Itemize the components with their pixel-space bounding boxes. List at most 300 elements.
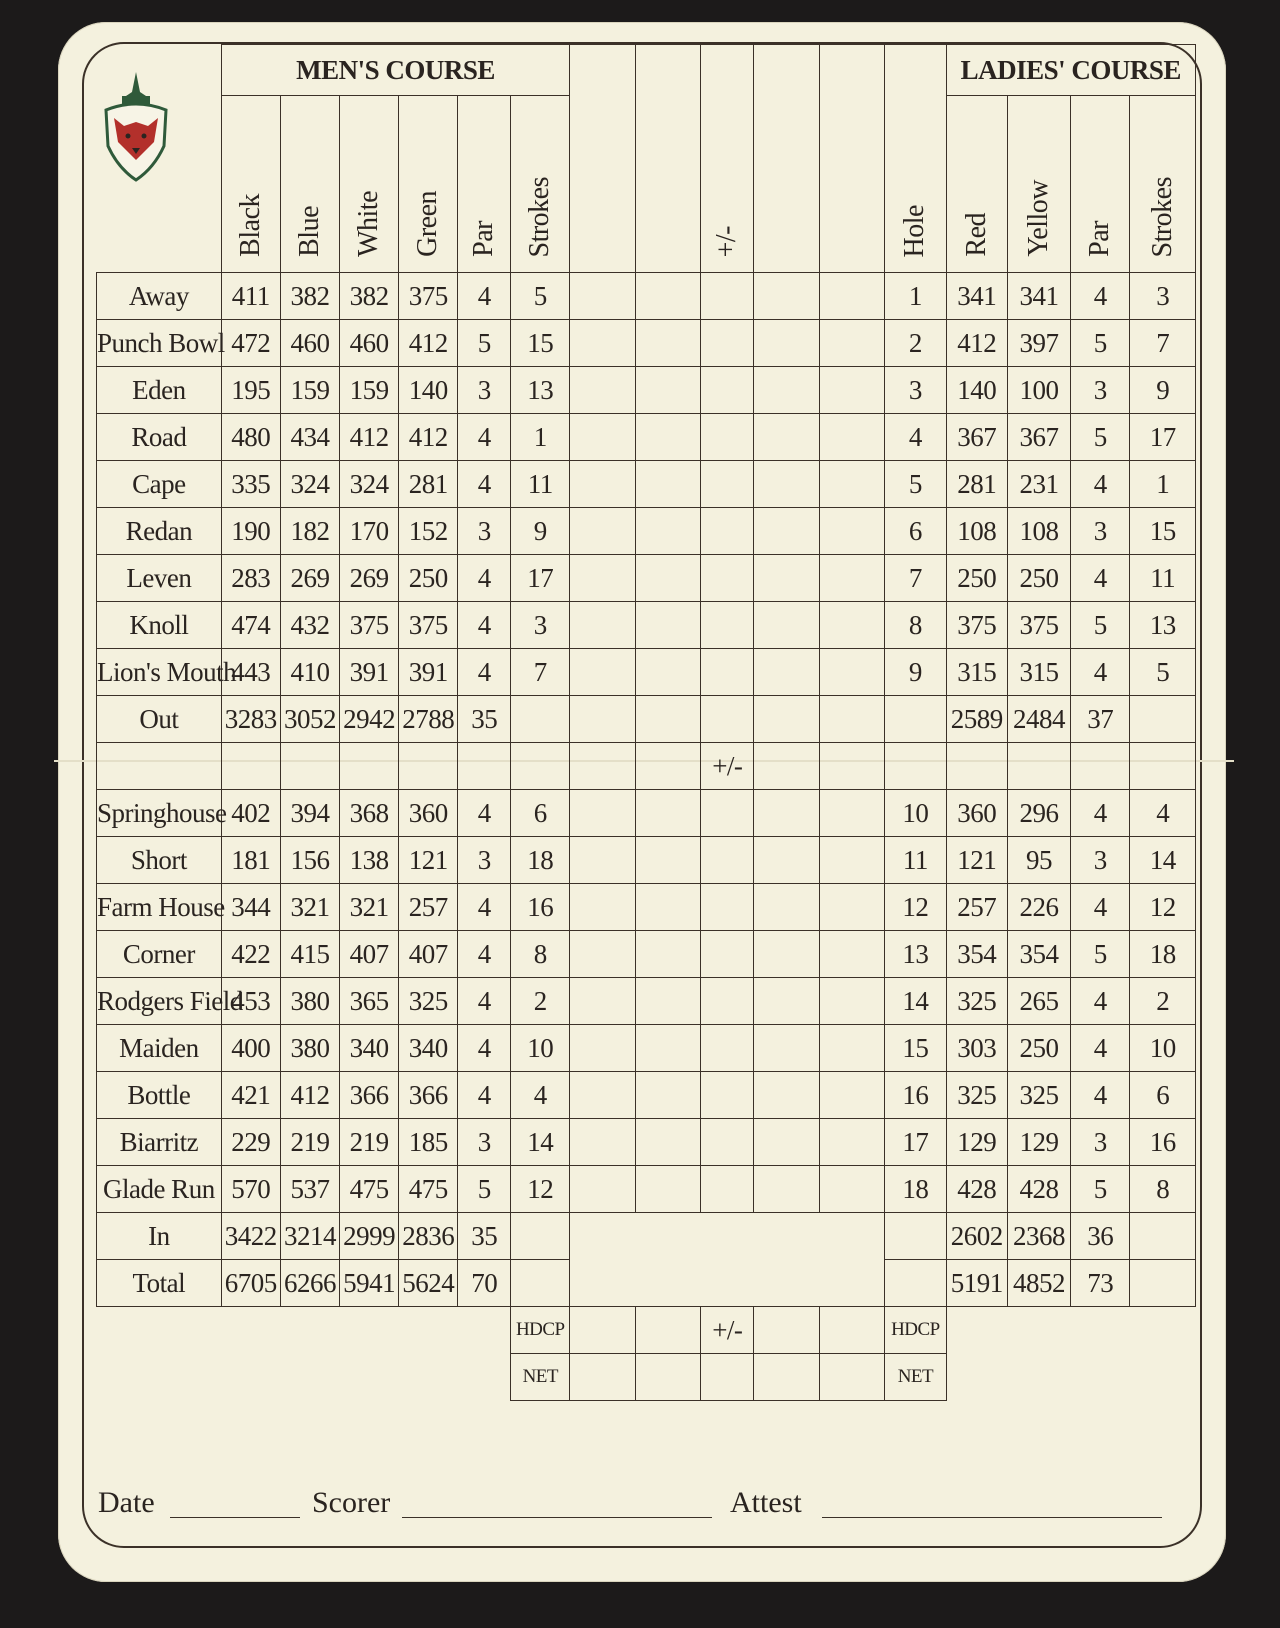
score-cell[interactable]	[635, 790, 701, 837]
hole-row	[97, 790, 1196, 837]
mens-stroke-index: 5	[511, 273, 570, 320]
score-cell[interactable]	[570, 1072, 636, 1119]
score-cell[interactable]	[754, 696, 820, 743]
white-yardage: 475	[340, 1166, 399, 1213]
blue-yardage: 415	[280, 931, 339, 978]
blue-yardage: 156	[280, 837, 339, 884]
blue-yardage: 182	[280, 508, 339, 555]
score-cell[interactable]	[635, 461, 701, 508]
red-yardage: 325	[946, 1072, 1007, 1119]
yellow-yardage: 226	[1007, 884, 1070, 931]
ladies-stroke-index: 16	[1130, 1119, 1196, 1166]
score-cell[interactable]	[754, 884, 820, 931]
green-yardage: 325	[399, 978, 458, 1025]
black-yardage: 229	[221, 1119, 280, 1166]
black-yardage: 422	[221, 931, 280, 978]
score-cell[interactable]	[754, 367, 820, 414]
mens-stroke-index: 4	[511, 1072, 570, 1119]
score-cell[interactable]	[701, 1025, 754, 1072]
white-yardage: 375	[340, 602, 399, 649]
red-yardage: 257	[946, 884, 1007, 931]
score-cell[interactable]	[570, 649, 636, 696]
green-yardage: 185	[399, 1119, 458, 1166]
out-black: 3283	[221, 696, 280, 743]
score-cell[interactable]	[701, 555, 754, 602]
yellow-yardage: 250	[1007, 555, 1070, 602]
score-cell[interactable]	[635, 931, 701, 978]
black-yardage: 453	[221, 978, 280, 1025]
in-ladies-par: 36	[1071, 1213, 1130, 1260]
score-cell[interactable]	[635, 414, 701, 461]
mens-stroke-index: 8	[511, 931, 570, 978]
white-yardage: 321	[340, 884, 399, 931]
ladies-net-label: NET	[885, 1354, 946, 1401]
white-yardage: 368	[340, 790, 399, 837]
hole-number: 6	[885, 508, 946, 555]
score-cell[interactable]	[570, 414, 636, 461]
hole-row	[97, 1166, 1196, 1213]
score-cell[interactable]	[701, 649, 754, 696]
score-cell[interactable]	[819, 978, 885, 1025]
score-cell[interactable]	[570, 931, 636, 978]
score-cell[interactable]	[754, 978, 820, 1025]
score-cell[interactable]	[754, 1025, 820, 1072]
score-column-header	[754, 45, 820, 273]
ladies-par: 5	[1071, 931, 1130, 978]
ladies-par: 4	[1071, 884, 1130, 931]
green-yardage: 366	[399, 1072, 458, 1119]
score-cell[interactable]	[570, 884, 636, 931]
score-cell[interactable]	[570, 1025, 636, 1072]
hole-number: 13	[885, 931, 946, 978]
hole-name: Rodgers Field	[97, 978, 222, 1025]
ladies-par: 3	[1071, 508, 1130, 555]
yellow-tee-header: Yellow	[1007, 96, 1070, 273]
white-yardage: 407	[340, 931, 399, 978]
plus-minus-header: +/-	[701, 45, 754, 273]
score-cell[interactable]	[754, 790, 820, 837]
ladies-par: 5	[1071, 1166, 1130, 1213]
white-yardage: 366	[340, 1072, 399, 1119]
out-green: 2788	[399, 696, 458, 743]
red-yardage: 250	[946, 555, 1007, 602]
score-cell[interactable]	[701, 461, 754, 508]
hole-number: 17	[885, 1119, 946, 1166]
hdcp-cell[interactable]	[635, 1307, 701, 1354]
hole-name: Lion's Mouth	[97, 649, 222, 696]
mens-par: 5	[458, 320, 511, 367]
total-row	[97, 1260, 1196, 1307]
score-cell[interactable]	[819, 884, 885, 931]
score-cell[interactable]	[701, 790, 754, 837]
blue-yardage: 324	[280, 461, 339, 508]
score-cell[interactable]	[819, 602, 885, 649]
hole-row	[97, 320, 1196, 367]
white-yardage: 269	[340, 555, 399, 602]
score-cell[interactable]	[635, 1025, 701, 1072]
score-cell[interactable]	[570, 978, 636, 1025]
net-cell[interactable]	[635, 1354, 701, 1401]
score-cell[interactable]	[819, 273, 885, 320]
black-yardage: 411	[221, 273, 280, 320]
red-yardage: 341	[946, 273, 1007, 320]
out-strokes[interactable]	[511, 696, 570, 743]
red-yardage: 281	[946, 461, 1007, 508]
ladies-strokes-header: Strokes	[1130, 96, 1196, 273]
score-cell[interactable]	[819, 555, 885, 602]
score-cell[interactable]	[819, 508, 885, 555]
hdcp-plus-minus-label: +/-	[701, 1307, 754, 1354]
out-yellow: 2484	[1007, 696, 1070, 743]
red-yardage: 375	[946, 602, 1007, 649]
green-yardage: 250	[399, 555, 458, 602]
hdcp-cell[interactable]	[754, 1307, 820, 1354]
scorer-label: Scorer	[312, 1486, 391, 1519]
score-cell[interactable]	[635, 837, 701, 884]
score-cell[interactable]	[754, 1166, 820, 1213]
score-cell[interactable]	[819, 649, 885, 696]
score-cell[interactable]	[754, 649, 820, 696]
black-yardage: 335	[221, 461, 280, 508]
yellow-yardage: 325	[1007, 1072, 1070, 1119]
score-cell[interactable]	[701, 414, 754, 461]
score-cell[interactable]	[701, 602, 754, 649]
white-yardage: 391	[340, 649, 399, 696]
in-par: 35	[458, 1213, 511, 1260]
score-cell[interactable]	[701, 696, 754, 743]
score-cell[interactable]	[819, 837, 885, 884]
white-yardage: 159	[340, 367, 399, 414]
mens-par: 4	[458, 1072, 511, 1119]
score-cell[interactable]	[635, 978, 701, 1025]
red-yardage: 303	[946, 1025, 1007, 1072]
score-cell[interactable]	[819, 1119, 885, 1166]
in-ladies-strokes[interactable]	[1130, 1213, 1196, 1260]
hole-row	[97, 1119, 1196, 1166]
yellow-yardage: 108	[1007, 508, 1070, 555]
ladies-par-header: Par	[1071, 96, 1130, 273]
ladies-stroke-index: 2	[1130, 978, 1196, 1025]
score-cell[interactable]	[635, 320, 701, 367]
score-cell[interactable]	[701, 978, 754, 1025]
in-strokes[interactable]	[511, 1213, 570, 1260]
mens-net-label: NET	[511, 1354, 570, 1401]
green-yardage: 340	[399, 1025, 458, 1072]
mens-par: 4	[458, 555, 511, 602]
score-cell[interactable]	[570, 790, 636, 837]
out-row	[97, 696, 1196, 743]
white-yardage: 324	[340, 461, 399, 508]
hole-name: Cape	[97, 461, 222, 508]
ladies-stroke-index: 5	[1130, 649, 1196, 696]
ladies-par: 4	[1071, 555, 1130, 602]
score-cell[interactable]	[819, 1166, 885, 1213]
score-cell[interactable]	[819, 1072, 885, 1119]
out-red: 2589	[946, 696, 1007, 743]
total-yellow: 4852	[1007, 1260, 1070, 1307]
yellow-yardage: 354	[1007, 931, 1070, 978]
blue-yardage: 412	[280, 1072, 339, 1119]
mens-par: 5	[458, 1166, 511, 1213]
ladies-stroke-index: 18	[1130, 931, 1196, 978]
ladies-hdcp-label: HDCP	[885, 1307, 946, 1354]
score-cell[interactable]	[701, 1072, 754, 1119]
net-cell[interactable]	[754, 1354, 820, 1401]
ladies-stroke-index: 1	[1130, 461, 1196, 508]
score-cell[interactable]	[754, 1119, 820, 1166]
hdcp-cell[interactable]	[570, 1307, 636, 1354]
score-cell[interactable]	[701, 1166, 754, 1213]
score-cell[interactable]	[819, 790, 885, 837]
out-par: 35	[458, 696, 511, 743]
yellow-yardage: 367	[1007, 414, 1070, 461]
score-cell[interactable]	[570, 461, 636, 508]
hole-number: 8	[885, 602, 946, 649]
yellow-yardage: 95	[1007, 837, 1070, 884]
attest-label: Attest	[730, 1486, 802, 1519]
ladies-par: 4	[1071, 978, 1130, 1025]
yellow-yardage: 315	[1007, 649, 1070, 696]
black-yardage: 400	[221, 1025, 280, 1072]
hole-name: Eden	[97, 367, 222, 414]
score-cell[interactable]	[570, 837, 636, 884]
in-white: 2999	[340, 1213, 399, 1260]
score-cell[interactable]	[635, 273, 701, 320]
mens-stroke-index: 11	[511, 461, 570, 508]
hole-name: Biarritz	[97, 1119, 222, 1166]
score-cell[interactable]	[570, 367, 636, 414]
hole-row	[97, 649, 1196, 696]
hole-row	[97, 884, 1196, 931]
yellow-yardage: 100	[1007, 367, 1070, 414]
score-cell[interactable]	[819, 1025, 885, 1072]
white-tee-header: White	[340, 96, 399, 273]
score-cell[interactable]	[754, 555, 820, 602]
hole-number: 11	[885, 837, 946, 884]
ladies-stroke-index: 4	[1130, 790, 1196, 837]
attest-line[interactable]	[822, 1517, 1162, 1518]
hole-name: Knoll	[97, 602, 222, 649]
score-cell[interactable]	[754, 508, 820, 555]
score-cell[interactable]	[635, 508, 701, 555]
score-cell[interactable]	[819, 696, 885, 743]
net-cell[interactable]	[819, 1354, 885, 1401]
hole-row	[97, 555, 1196, 602]
score-cell[interactable]	[819, 931, 885, 978]
hole-row	[97, 1072, 1196, 1119]
mens-par: 4	[458, 649, 511, 696]
total-hole-blank	[885, 1260, 946, 1307]
mens-par: 4	[458, 884, 511, 931]
yellow-yardage: 296	[1007, 790, 1070, 837]
mens-stroke-index: 9	[511, 508, 570, 555]
score-cell[interactable]	[819, 367, 885, 414]
score-cell[interactable]	[570, 602, 636, 649]
green-yardage: 391	[399, 649, 458, 696]
ladies-stroke-index: 3	[1130, 273, 1196, 320]
score-cell[interactable]	[635, 555, 701, 602]
mens-stroke-index: 10	[511, 1025, 570, 1072]
score-cell[interactable]	[570, 1166, 636, 1213]
out-blue: 3052	[280, 696, 339, 743]
out-ladies-par: 37	[1071, 696, 1130, 743]
score-cell[interactable]	[701, 1119, 754, 1166]
hole-number: 4	[885, 414, 946, 461]
score-cell[interactable]	[570, 1119, 636, 1166]
hole-name: Maiden	[97, 1025, 222, 1072]
mens-stroke-index: 18	[511, 837, 570, 884]
mens-par: 4	[458, 461, 511, 508]
score-cell[interactable]	[570, 555, 636, 602]
ladies-par: 5	[1071, 602, 1130, 649]
mens-stroke-index: 16	[511, 884, 570, 931]
black-yardage: 195	[221, 367, 280, 414]
green-yardage: 375	[399, 273, 458, 320]
score-cell[interactable]	[701, 508, 754, 555]
hole-name: Springhouse	[97, 790, 222, 837]
total-black: 6705	[221, 1260, 280, 1307]
score-column-header	[570, 45, 636, 273]
ladies-par: 3	[1071, 367, 1130, 414]
mens-par: 3	[458, 1119, 511, 1166]
hole-row	[97, 367, 1196, 414]
white-yardage: 365	[340, 978, 399, 1025]
score-cell[interactable]	[754, 602, 820, 649]
hole-row	[97, 461, 1196, 508]
mens-par: 4	[458, 931, 511, 978]
total-green: 5624	[399, 1260, 458, 1307]
score-cell[interactable]	[570, 508, 636, 555]
mens-par: 3	[458, 837, 511, 884]
blue-yardage: 321	[280, 884, 339, 931]
hole-number: 2	[885, 320, 946, 367]
mens-stroke-index: 7	[511, 649, 570, 696]
scorer-line[interactable]	[402, 1517, 712, 1518]
black-yardage: 344	[221, 884, 280, 931]
black-yardage: 283	[221, 555, 280, 602]
blue-yardage: 269	[280, 555, 339, 602]
blue-yardage: 460	[280, 320, 339, 367]
mens-par: 3	[458, 367, 511, 414]
score-cell[interactable]	[635, 696, 701, 743]
in-green: 2836	[399, 1213, 458, 1260]
total-red: 5191	[946, 1260, 1007, 1307]
ladies-stroke-index: 7	[1130, 320, 1196, 367]
ladies-course-title: LADIES' COURSE	[946, 45, 1195, 96]
score-cell[interactable]	[701, 320, 754, 367]
blue-yardage: 380	[280, 1025, 339, 1072]
red-yardage: 121	[946, 837, 1007, 884]
hole-number: 14	[885, 978, 946, 1025]
blue-tee-header: Blue	[280, 96, 339, 273]
score-cell[interactable]	[701, 837, 754, 884]
hole-name: Short	[97, 837, 222, 884]
red-yardage: 315	[946, 649, 1007, 696]
net-cell[interactable]	[570, 1354, 636, 1401]
score-cell[interactable]	[819, 414, 885, 461]
out-ladies-strokes[interactable]	[1130, 696, 1196, 743]
score-cell[interactable]	[570, 696, 636, 743]
score-cell[interactable]	[754, 461, 820, 508]
hole-header: Hole	[885, 45, 946, 273]
black-yardage: 480	[221, 414, 280, 461]
score-cell[interactable]	[754, 837, 820, 884]
green-yardage: 257	[399, 884, 458, 931]
black-yardage: 472	[221, 320, 280, 367]
in-blue: 3214	[280, 1213, 339, 1260]
mens-stroke-index: 17	[511, 555, 570, 602]
blue-yardage: 410	[280, 649, 339, 696]
hdcp-cell[interactable]	[819, 1307, 885, 1354]
total-strokes[interactable]	[511, 1260, 570, 1307]
white-yardage: 460	[340, 320, 399, 367]
yellow-yardage: 231	[1007, 461, 1070, 508]
red-yardage: 325	[946, 978, 1007, 1025]
white-yardage: 382	[340, 273, 399, 320]
score-cell[interactable]	[635, 602, 701, 649]
score-cell[interactable]	[635, 367, 701, 414]
score-cell[interactable]	[635, 884, 701, 931]
date-line[interactable]	[170, 1517, 300, 1518]
net-cell[interactable]	[701, 1354, 754, 1401]
mens-stroke-index: 1	[511, 414, 570, 461]
score-cell[interactable]	[635, 1119, 701, 1166]
score-cell[interactable]	[754, 273, 820, 320]
red-yardage: 412	[946, 320, 1007, 367]
ladies-stroke-index: 13	[1130, 602, 1196, 649]
score-cell[interactable]	[701, 273, 754, 320]
score-cell[interactable]	[635, 1072, 701, 1119]
green-yardage: 475	[399, 1166, 458, 1213]
yellow-yardage: 341	[1007, 273, 1070, 320]
score-cell[interactable]	[701, 884, 754, 931]
signature-footer	[92, 1470, 1172, 1530]
logo-cell	[97, 45, 222, 273]
hole-number: 10	[885, 790, 946, 837]
score-cell[interactable]	[635, 649, 701, 696]
mens-par-header: Par	[458, 96, 511, 273]
yellow-yardage: 250	[1007, 1025, 1070, 1072]
score-cell[interactable]	[754, 414, 820, 461]
score-cell[interactable]	[570, 320, 636, 367]
score-cell[interactable]	[754, 320, 820, 367]
blue-yardage: 382	[280, 273, 339, 320]
score-cell[interactable]	[754, 1072, 820, 1119]
hole-name: Leven	[97, 555, 222, 602]
score-cell[interactable]	[819, 320, 885, 367]
hole-row	[97, 602, 1196, 649]
ladies-par: 3	[1071, 837, 1130, 884]
hdcp-row	[97, 1307, 1196, 1354]
yellow-yardage: 265	[1007, 978, 1070, 1025]
mens-stroke-index: 2	[511, 978, 570, 1025]
score-cell[interactable]	[570, 273, 636, 320]
score-cell[interactable]	[635, 1166, 701, 1213]
mens-stroke-index: 3	[511, 602, 570, 649]
total-ladies-strokes[interactable]	[1130, 1260, 1196, 1307]
separator-row	[97, 743, 1196, 790]
red-yardage: 108	[946, 508, 1007, 555]
score-cell[interactable]	[819, 461, 885, 508]
black-yardage: 443	[221, 649, 280, 696]
score-cell[interactable]	[701, 367, 754, 414]
ladies-stroke-index: 11	[1130, 555, 1196, 602]
score-cell[interactable]	[701, 931, 754, 978]
blue-yardage: 380	[280, 978, 339, 1025]
score-cell[interactable]	[754, 931, 820, 978]
hole-name: Corner	[97, 931, 222, 978]
hole-row	[97, 837, 1196, 884]
